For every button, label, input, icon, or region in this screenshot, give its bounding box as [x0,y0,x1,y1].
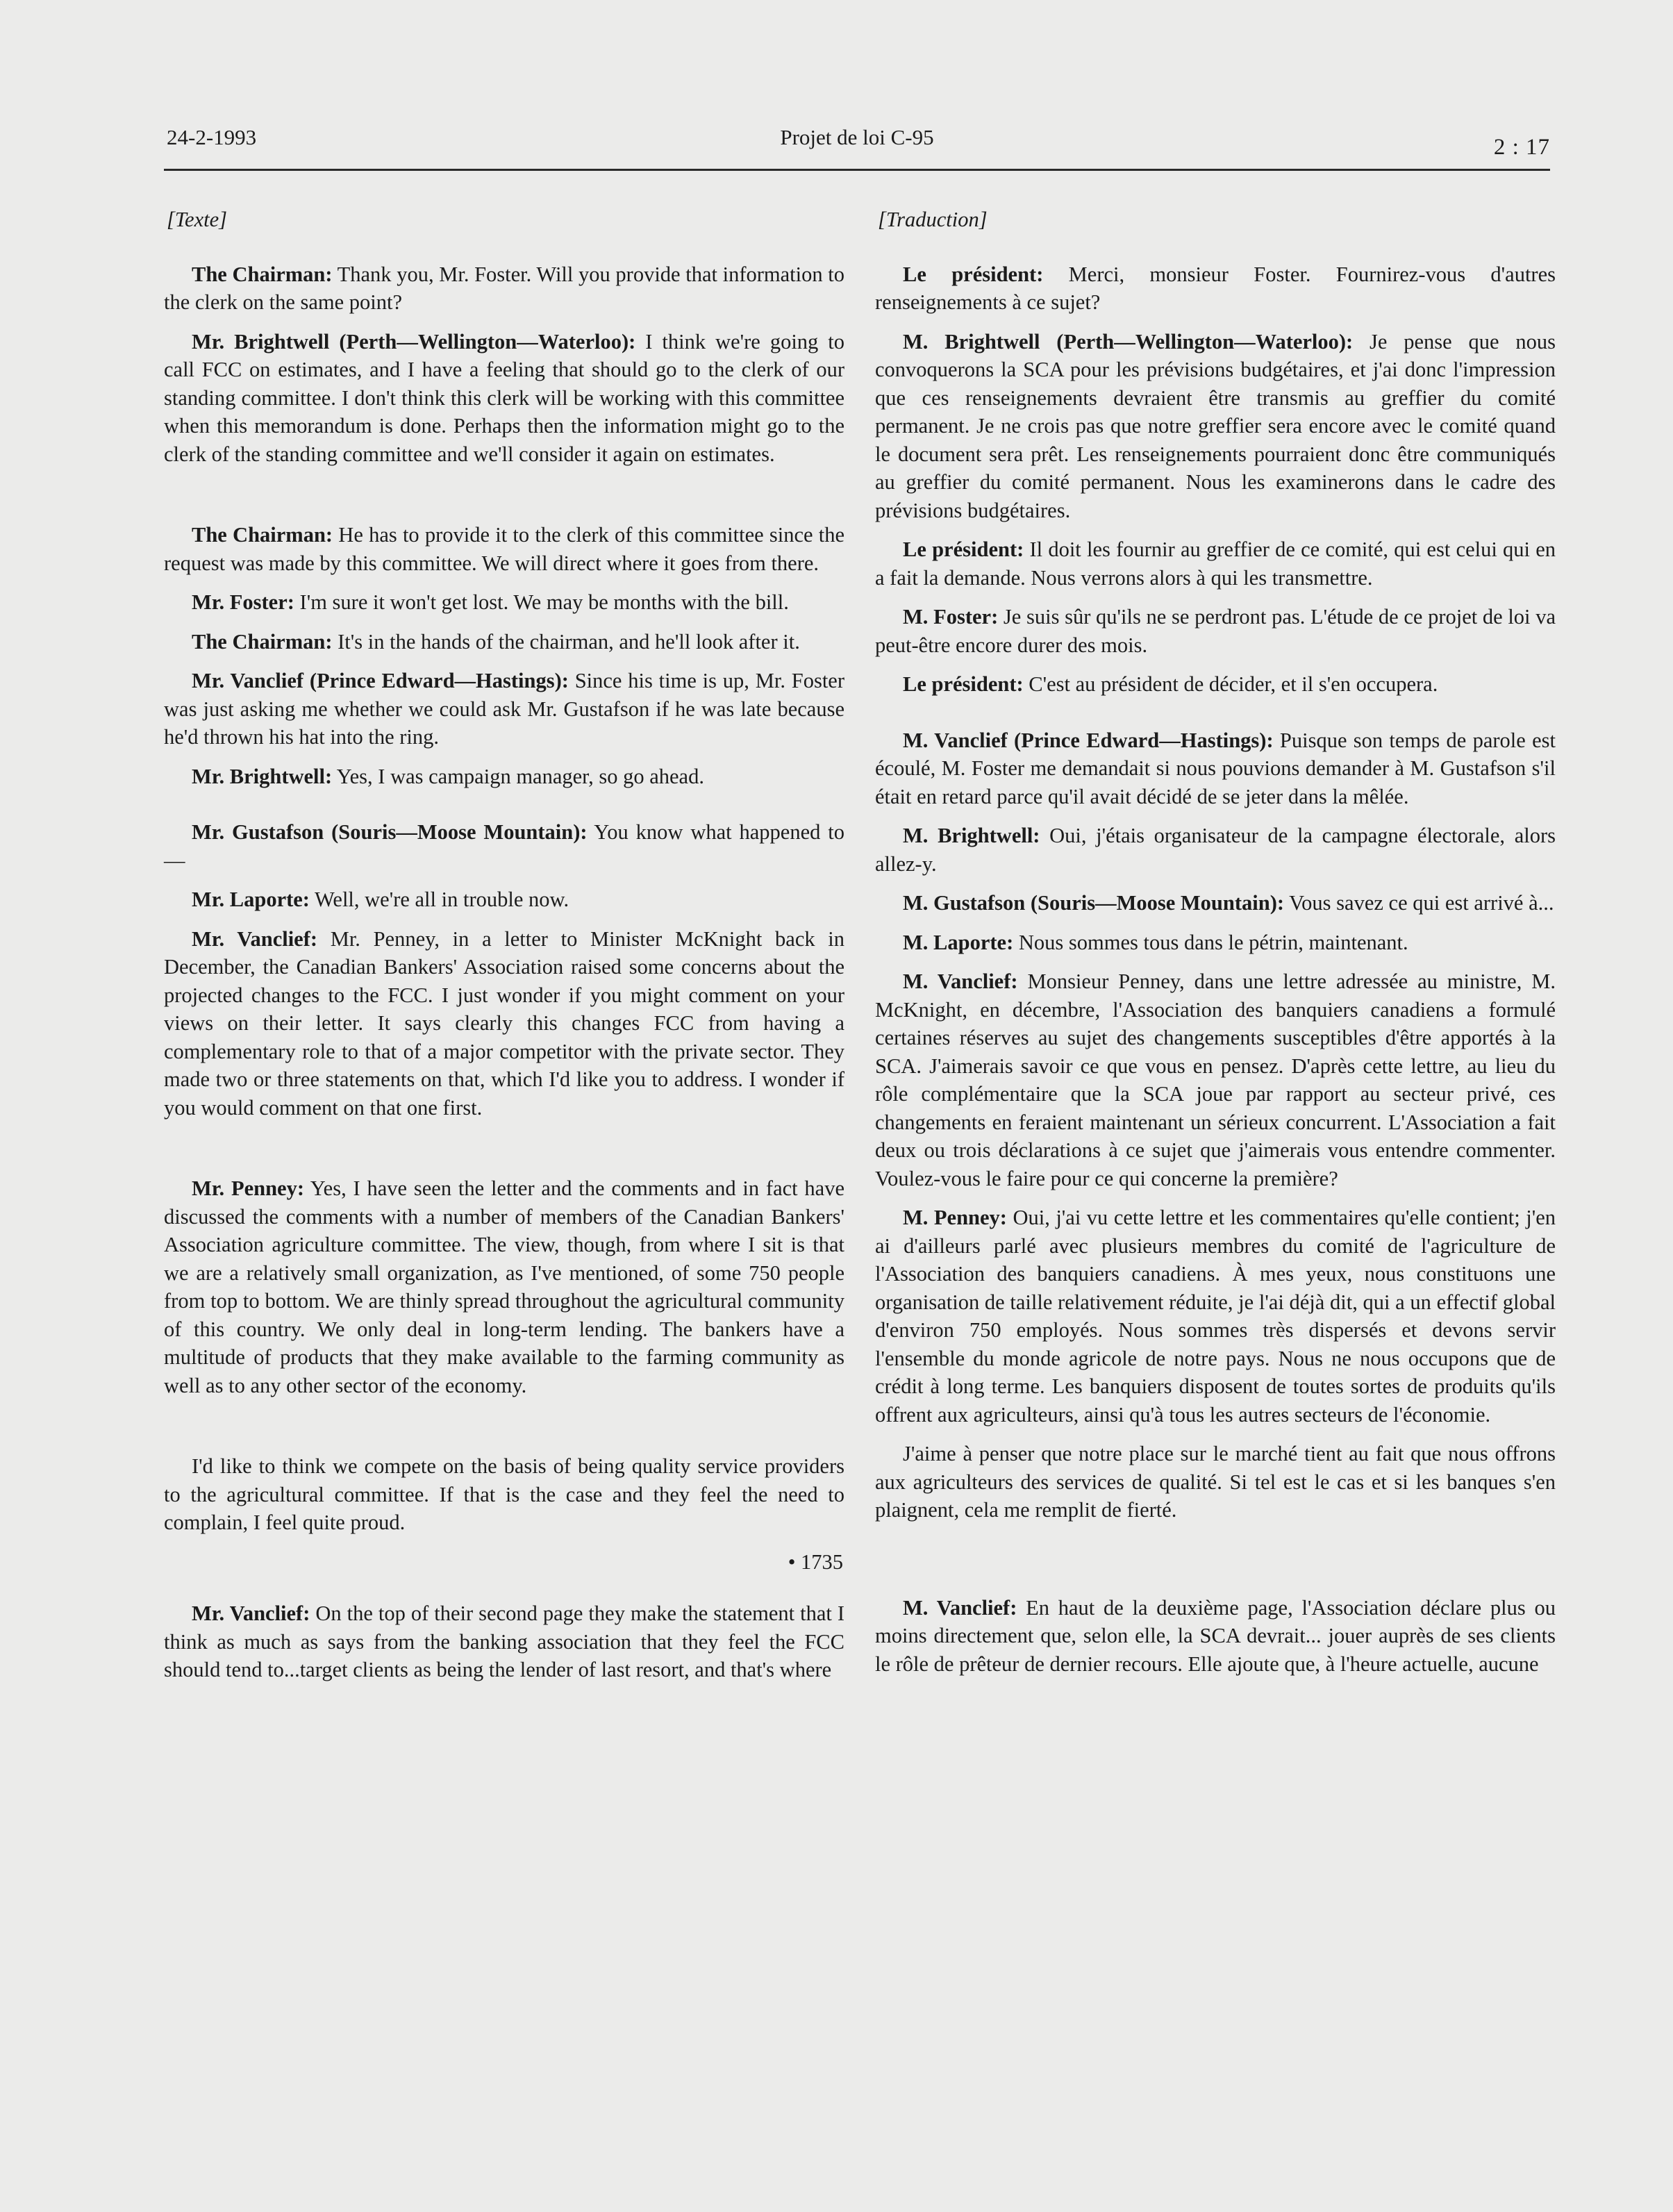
speaker-name: The Chairman: [192,629,333,654]
right-paragraph-5 [875,670,1556,699]
speaker-name: M. Brightwell (Perth—Wellington—Waterloo): [903,329,1354,354]
speaker-name: The Chairman: [192,262,333,286]
speech-text: Puisque son temps de parole est écoulé, M. Foster me demandait si nous pouvions demander à M. Gustafson s'il était en retard parce qu'il avait décidé de se jeter dans la mêlée. [875,728,1556,808]
speech-text: You know what happened to— [164,820,844,872]
speech-text: I think we're going to call FCC on estimates, and I have a feeling that should go to the clerk of our standing committee. I don't think this clerk will be working with this committee when this memorandum is done. Perhaps then the information might go to the clerk of the standing committee and we'll consider it again on estimates. [164,329,844,466]
speaker-name: The Chairman: [192,523,333,547]
speech-text: Yes, I was campaign manager, so go ahead. [332,764,704,788]
speech-text: Monsieur Penney, dans une lettre adressée au ministre, M. McKnight, en décembre, l'Association des banquiers canadiens a formulé certaines réserves au sujet des changements susceptibles d'être apportés à la SCA. J'aimerais savoir ce que vous en pensez. D'après cette lettre, au lieu du rôle complémentaire que la SCA joue par rapport au secteur privé, ces changements en feraient maintenant un sérieux concurrent. L'Association a fait deux ou trois déclarations à ce sujet que j'aimerais vous entendre commenter. Voulez-vous le faire pour ce qui concerne la première? [875,970,1556,1190]
speech-text: He has to provide it to the clerk of this committee since the request was made by this committee. We will direct where it goes from there. [164,523,844,575]
speaker-name: Mr. Vanclief: [192,1602,310,1625]
right-paragraph-9 [875,929,1556,957]
right-paragraph-8 [875,889,1556,917]
speech-text: Oui, j'ai vu cette lettre et les commentaires qu'elle contient; j'en ai d'ailleurs parlé avec plusieurs membres du comité de l'agriculture de l'Association des banquiers canadiens. À mes yeux, nous constituons une organisation de taille relativement réduite, je l'ai déjà dit, qui a un effectif global d'environ 750 employés. Nous sommes très dispersés et devons servir l'ensemble du monde agricole de notre pays. Nous ne nous occupons que de crédit à long terme. Les banquiers disposent de toutes sortes de produits qu'ils offrent aux agriculteurs, ainsi qu'à tous les autres secteurs de l'économie. [875,1206,1556,1427]
spacer [875,710,1556,726]
speech-text: Yes, I have seen the letter and the comments and in fact have discussed the comments with a number of members of the Canadian Bankers' Association agriculture committee. The view, though, from where I sit is that we are a relatively small organization, as I've mentioned, of some 750 people from top to bottom. We are thinly spread throughout the agricultural community of this country. We only deal in long-term lending. The bankers have a multitude of products that they make available to the farming community as well as to any other sector of the economy. [164,1176,845,1397]
speaker-name: Le président: [903,538,1024,561]
right-paragraph-10 [875,967,1556,1192]
speaker-name: M. Brightwell: [903,824,1040,847]
speech-text: Je pense que nous convoquerons la SCA pour les prévisions budgétaires, et j'ai donc l'impression que ces renseignements devraient être transmis au greffier du comité permanent. Je ne crois pas que notre greffier sera encore avec le comité quand le document sera prêt. Les renseignements pourraient donc être communiqués au greffier du comité permanent. Nous les examinerons dans le cadre des prévisions budgétaires. [875,329,1556,522]
speaker-name: Mr. Penney: [192,1176,305,1200]
spacer [164,1133,844,1174]
speaker-name: Le président: [903,672,1024,696]
speech-text: I'm sure it won't get lost. We may be months with the bill. [294,590,789,614]
right-paragraph-6 [875,726,1556,811]
speaker-name: M. Foster: [903,605,999,629]
speech-text: On the top of their second page they make the statement that I think as much as says from the banking association that they feel the FCC should tend to...target clients as being the lender of last resort, and that's where [164,1602,844,1681]
left-paragraph-7 [164,763,844,791]
speech-text: C'est au président de décider, et il s'en occupera. [1023,672,1438,696]
right-paragraph-11 [875,1204,1556,1429]
speaker-name: Mr. Vanclief (Prince Edward—Hastings): [192,669,569,692]
speaker-name: Mr. Gustafson (Souris—Moose Mountain): [192,820,588,844]
left-paragraph-9 [164,885,844,914]
left-paragraph-3 [164,521,844,577]
speech-text: Thank you, Mr. Foster. Will you provide that information to the clerk on the same point? [164,262,844,314]
header-date: 24-2-1993 [167,125,257,149]
speaker-name: Mr. Laporte: [192,888,310,911]
right-paragraph-3 [875,535,1556,592]
lang-label-english: [Texte] [167,208,227,231]
speaker-name: Le président: [903,262,1044,286]
french-column [875,206,1556,1689]
left-paragraph-2 [164,328,844,469]
speech-text: Je suis sûr qu'ils ne se perdront pas. L'étude de ce projet de loi va peut-être encore durer des mois. [875,605,1556,657]
right-paragraph-7 [875,822,1556,878]
left-paragraph-4 [164,588,844,617]
left-paragraph-6 [164,667,844,751]
speaker-name: Mr. Brightwell: [192,764,333,788]
speech-text: J'aime à penser que notre place sur le marché tient au fait que nous offrons aux agriculteurs des services de qualité. Si tel est le cas et si les banques s'en plaignent, cela me remplit de fierté. [875,1442,1556,1522]
timestamp: • 1735 [788,1549,843,1574]
speaker-name: M. Vanclief: [903,970,1018,993]
speech-text: Il doit les fournir au greffier de ce comité, qui est celui qui en a fait la demande. Nous verrons alors à qui les transmettre. [875,538,1556,590]
speaker-name: Mr. Brightwell (Perth—Wellington—Waterloo): [192,329,636,354]
speech-text: Since his time is up, Mr. Foster was just asking me whether we could ask Mr. Gustafson if he was late because he'd thrown his hat into the ring. [164,669,844,749]
speech-text: Vous savez ce qui est arrivé à... [1284,891,1554,915]
right-paragraph-4 [875,603,1556,659]
speech-text: En haut de la deuxième page, l'Association déclare plus ou moins directement que, selon elle, la SCA devrait... jouer auprès de ses clients le rôle de prêteur de dernier recours. Elle ajoute que, à l'heure actuelle, aucune [875,1595,1556,1676]
right-paragraph-13 [875,1594,1556,1679]
page-number: 2 : 17 [1493,135,1550,160]
left-paragraph-10 [164,925,844,1122]
speech-text: Merci, monsieur Foster. Fournirez-vous d'autres renseignements à ce sujet? [875,262,1556,314]
right-paragraph-2 [875,328,1556,525]
speaker-name: Mr. Foster: [192,590,294,614]
spacer [875,1577,1556,1594]
speaker-name: M. Vanclief (Prince Edward—Hastings): [903,728,1274,752]
speaker-name: M. Laporte: [903,930,1014,954]
spacer [164,801,844,818]
english-column [164,206,844,1695]
left-paragraph-1 [164,260,844,317]
lang-label-french: [Traduction] [878,208,988,231]
speech-text: Nous sommes tous dans le pétrin, maintenant. [1013,930,1408,954]
speech-text: It's in the hands of the chairman, and he'll look after it. [332,629,800,654]
right-paragraph-1 [875,260,1556,317]
left-paragraph-12 [164,1452,844,1537]
speaker-name: Mr. Vanclief: [192,926,318,951]
header-title: Projet de loi C-95 [780,125,934,149]
left-paragraph-13 [164,1599,844,1684]
speaker-name: M. Vanclief: [903,1595,1017,1620]
right-paragraph-12 [875,1440,1556,1524]
speech-text: Well, we're all in trouble now. [309,888,569,911]
left-paragraph-5 [164,628,844,656]
speaker-name: M. Gustafson (Souris—Moose Mountain): [903,891,1285,915]
page-header [164,125,1550,167]
speech-text: Oui, j'étais organisateur de la campagne électorale, alors allez-y. [875,824,1556,876]
header-rule [164,169,1550,171]
spacer [875,1536,1556,1577]
spacer [164,1411,844,1452]
speaker-name: M. Penney: [903,1206,1007,1229]
speech-text: Mr. Penney, in a letter to Minister McKnight back in December, the Canadian Bankers' Association raised some concerns about the projected changes to the FCC. I just wonder if you might comment on your views on their letter. It says clearly this changes FCC from having a complementary role to that of a major competitor with the private sector. They made two or three statements on that, which I'd like you to address. I wonder if you would comment on that one first. [164,926,845,1120]
left-paragraph-8 [164,818,844,874]
left-paragraph-11 [164,1174,844,1399]
speech-text: I'd like to think we compete on the basis of being quality service providers to the agricultural committee. If that is the case and they feel the need to complain, I feel quite proud. [164,1454,844,1534]
spacer [164,479,844,521]
